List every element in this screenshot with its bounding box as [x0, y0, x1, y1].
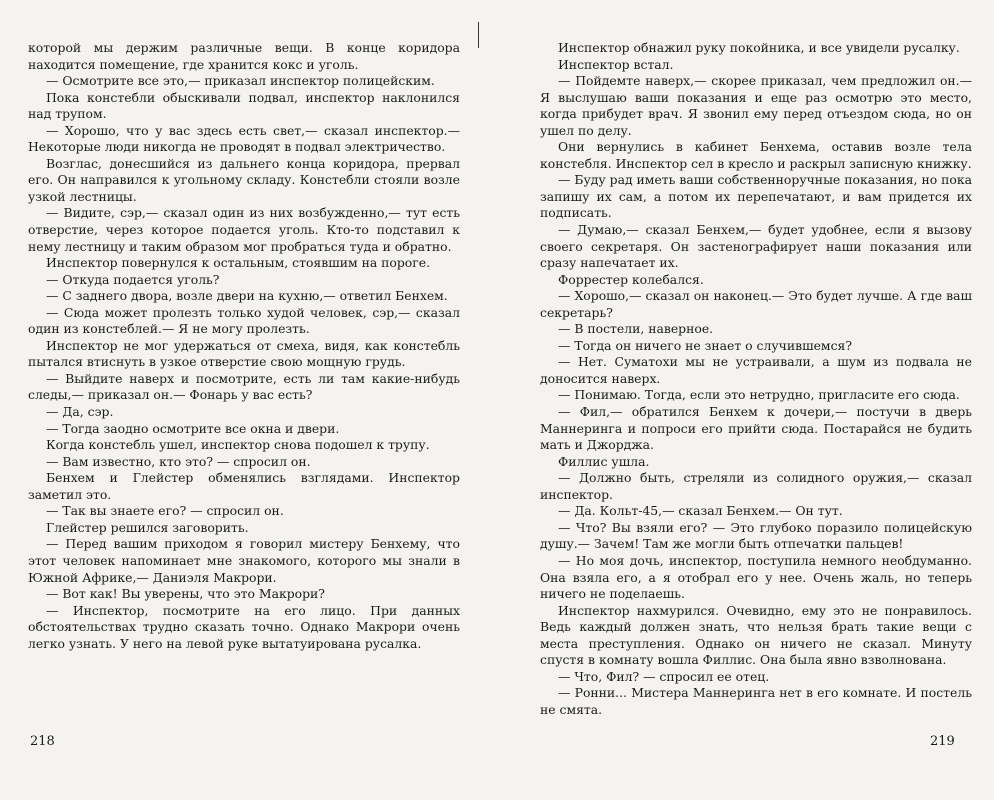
paragraph: — Так вы знаете его? — спросил он.	[46, 503, 284, 519]
paragraph: Когда констебль ушел, инспектор снова подошел к трупу.	[46, 437, 430, 453]
paragraph: — Выйдите наверх и посмотрите, есть ли там какие-нибудь следы,— приказал он.— Фонарь у вас есть?	[28, 370, 460, 403]
paragraph: — Да, сэр.	[46, 404, 114, 420]
page-number-right: 219	[930, 734, 955, 749]
paragraph: Филлис ушла.	[558, 453, 650, 469]
paragraph: — Нет. Суматохи мы не устраивали, а шум из подвала не доносится наверх.	[540, 354, 972, 386]
paragraph: — Что, Фил? — спросил ее отец.	[558, 668, 770, 684]
paragraph: — Перед вашим приходом я говорил мистеру Бенхему, что этот человек напоминает мне знакомого, которого мы знали в Южной Африке,— Даниэля Макрори.	[28, 536, 460, 585]
paragraph: Инспектор встал.	[558, 56, 674, 72]
paragraph: Бенхем и Глейстер обменялись взглядами. Инспектор заметил это.	[28, 470, 460, 502]
paragraph: которой мы держим различные вещи. В конце коридора находится помещение, где хранится кокс и уголь.	[28, 40, 460, 72]
paragraph: — Вам известно, кто это? — спросил он.	[46, 453, 311, 469]
paragraph: — Хорошо,— сказал он наконец.— Это будет лучше. А где ваш секретарь?	[540, 288, 972, 320]
paragraph: Инспектор повернулся к остальным, стоявшим на пороге.	[46, 255, 431, 271]
paragraph: — Понимаю. Тогда, если это нетрудно, пригласите его сюда.	[558, 387, 960, 403]
paragraph: — Осмотрите все это,— приказал инспектор полицейским.	[46, 73, 435, 89]
paragraph: Возглас, донесшийся из дальнего конца коридора, прервал его. Он направился к угольному складу. Констебли стояли возле узкой лестницы.	[28, 155, 460, 204]
paragraph: Форрестер колебался.	[558, 271, 704, 287]
paragraph: — Хорошо, что у вас здесь есть свет,— сказал инспектор.— Некоторые люди никогда не проводят в подвал электричество.	[28, 122, 460, 155]
gutter-mark	[478, 22, 479, 48]
paragraph: — Тогда он ничего не знает о случившемся?	[558, 337, 852, 353]
paragraph: Пока констебли обыскивали подвал, инспектор наклонился над трупом.	[28, 89, 460, 122]
paragraph: — Да. Кольт-45,— сказал Бенхем.— Он тут.	[558, 503, 843, 519]
page-number-left: 218	[30, 734, 55, 749]
paragraph: — Вот как! Вы уверены, что это Макрори?	[46, 586, 325, 602]
paragraph: — Думаю,— сказал Бенхем,— будет удобнее, если я вызову своего секретаря. Он застенографирует наши показания или сразу напечатает их.	[540, 222, 972, 271]
paragraph: — В постели, наверное.	[558, 321, 714, 337]
paragraph: — Но моя дочь, инспектор, поступила немного необдуманно. Она взяла его, а я отобрал его у нее. Очень жаль, но теперь ничего не поделаешь.	[540, 552, 972, 602]
left-page-text	[28, 40, 460, 652]
paragraph: — Буду рад иметь ваши собственноручные показания, но пока запишу их сам, а потом их перепечатают, и вам придется их подписать.	[540, 172, 972, 221]
paragraph: — Откуда подается уголь?	[46, 271, 220, 287]
paragraph: Инспектор нахмурился. Очевидно, ему это не понравилось. Ведь каждый должен знать, что нельзя брать такие вещи с места преступления. Однако он ничего не сказал. Минуту спустя в комнату вошла Филлис. Она была явно взволнована.	[540, 602, 972, 668]
paragraph: Глейстер решился заговорить.	[46, 519, 249, 535]
paragraph: — Видите, сэр,— сказал один из них возбужденно,— тут есть отверстие, через которое подается уголь. Кто-то подставил к нему лестницу и таким образом мог пробраться туда и обратно.	[28, 205, 460, 254]
paragraph: — Сюда может пролезть только худой человек, сэр,— сказал один из констеблей.— Я не могу пролезть.	[28, 304, 460, 337]
paragraph: — Что? Вы взяли его? — Это глубоко поразило полицейскую душу.— Зачем! Там же могли быть отпечатки пальцев!	[540, 519, 972, 552]
paragraph: — Тогда заодно осмотрите все окна и двери.	[46, 420, 340, 436]
paragraph: — С заднего двора, возле двери на кухню,— ответил Бенхем.	[46, 288, 448, 304]
paragraph: — Ронни... Мистера Маннеринга нет в его комнате. И постель не смята.	[540, 685, 972, 717]
paragraph: — Фил,— обратился Бенхем к дочери,— постучи в дверь Маннеринга и попроси его прийти сюда. Постарайся не будить мать и Джорджа.	[540, 404, 972, 453]
paragraph: — Пойдемте наверх,— скорее приказал, чем предложил он.— Я выслушаю ваши показания и еще раз осмотрю это место, когда прибудет врач. Я звонил ему перед отъездом сюда, но он ушел по делу.	[540, 73, 972, 138]
paragraph: — Инспектор, посмотрите на его лицо. При данных обстоятельствах трудно сказать точно. Однако Макрори очень легко узнать. У него на левой руке вытатуирована русалка.	[28, 602, 460, 651]
paragraph: Они вернулись в кабинет Бенхема, оставив возле тела констебля. Инспектор сел в кресло и раскрыл записную книжку.	[540, 139, 972, 171]
paragraph: — Должно быть, стреляли из солидного оружия,— сказал инспектор.	[540, 470, 972, 502]
right-page-text	[540, 40, 972, 718]
paragraph: Инспектор не мог удержаться от смеха, видя, как констебль пытался втиснуть в узкое отверстие свою мощную грудь.	[28, 337, 460, 370]
paragraph: Инспектор обнажил руку покойника, и все увидели русалку.	[558, 40, 960, 55]
